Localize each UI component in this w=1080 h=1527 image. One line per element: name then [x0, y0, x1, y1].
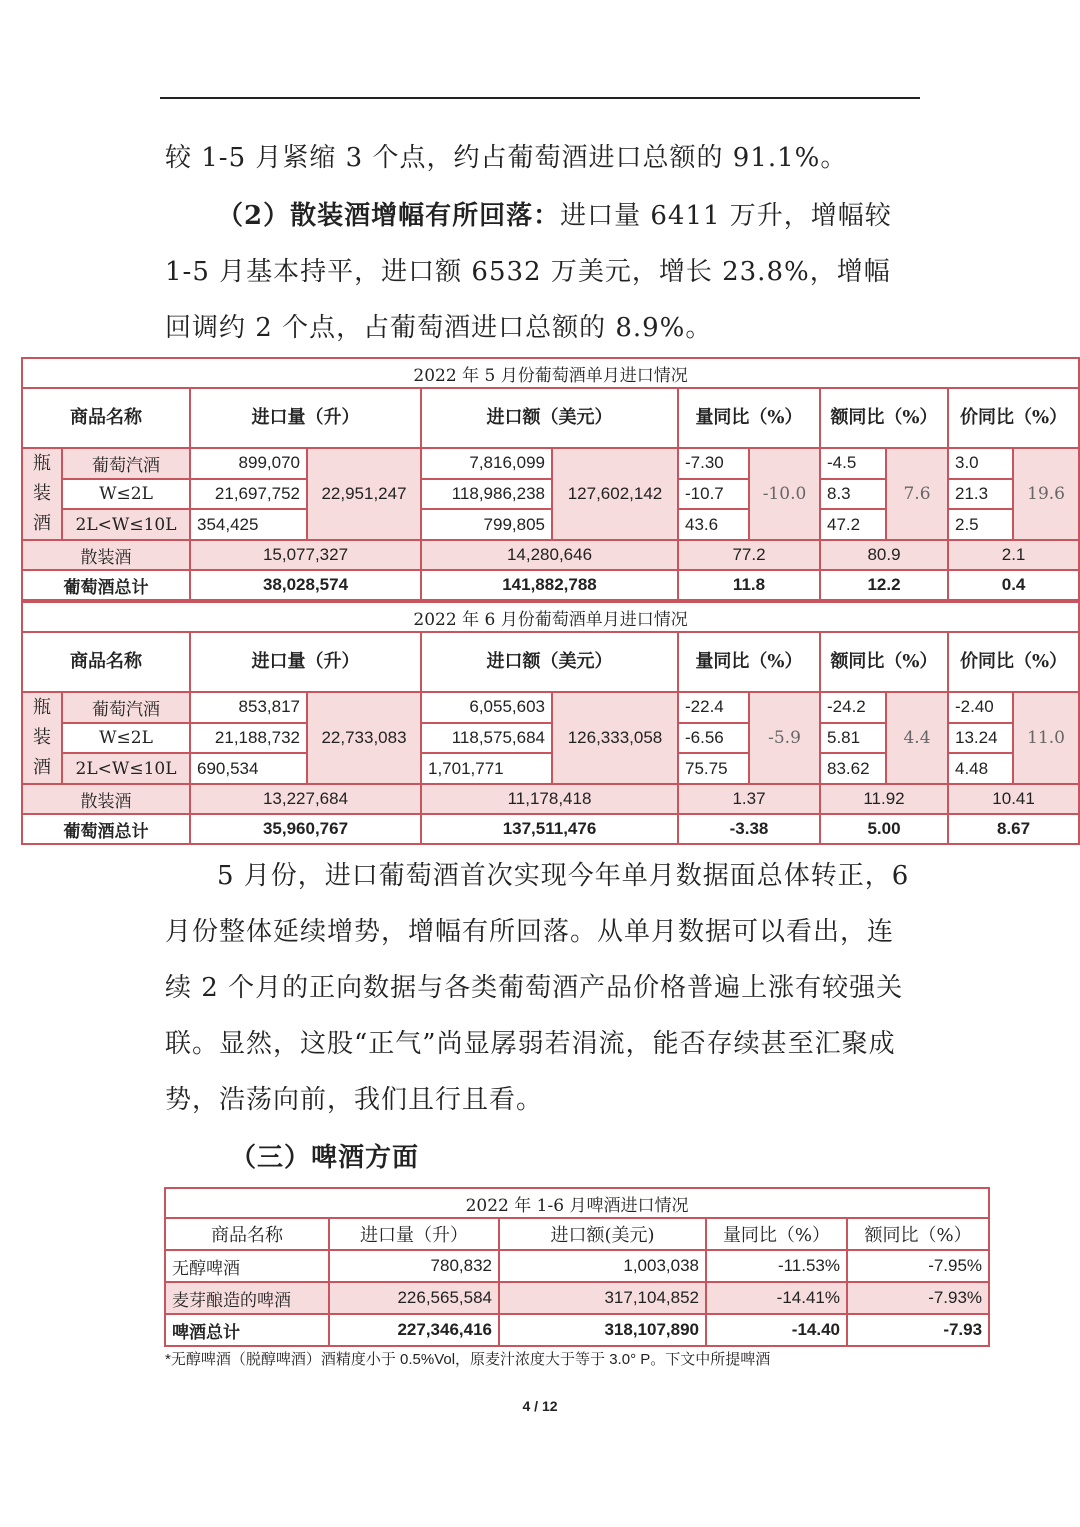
total-name: 葡萄酒总计	[22, 814, 190, 844]
total-volume: 227,346,416	[329, 1314, 499, 1346]
row-volume: 226,565,584	[329, 1282, 499, 1314]
wine-table-june	[21, 601, 1080, 845]
total-volume-yoy: 11.8	[678, 570, 820, 600]
row-volume-yoy: -10.7	[678, 479, 749, 510]
bulk-value: 11,178,418	[421, 784, 678, 814]
row-name: 葡萄汽酒	[62, 448, 190, 479]
bulk-value-yoy: 80.9	[820, 540, 948, 570]
total-volume-yoy: -3.38	[678, 814, 820, 844]
total-value: 141,882,788	[421, 570, 678, 600]
row-name: 2L<W≤10L	[62, 753, 190, 784]
row-value: 1,701,771	[421, 753, 552, 784]
total-price-yoy: 0.4	[948, 570, 1079, 600]
bottled-total-volume: 22,733,083	[307, 692, 421, 784]
total-value-yoy: -7.93	[847, 1314, 989, 1346]
bulk-name: 散装酒	[22, 540, 190, 570]
header-volume: 进口量（升）	[190, 632, 421, 692]
bulk-volume: 15,077,327	[190, 540, 421, 570]
total-name: 啤酒总计	[165, 1314, 329, 1346]
row-volume-yoy: -6.56	[678, 723, 749, 754]
row-name: W≤2L	[62, 479, 190, 510]
row-volume: 21,697,752	[190, 479, 307, 510]
bulk-name: 散装酒	[22, 784, 190, 814]
row-volume-yoy: -22.4	[678, 692, 749, 723]
row-value: 118,986,238	[421, 479, 552, 510]
bottled-total-volume-yoy: -10.0	[749, 448, 820, 540]
header-name: 商品名称	[22, 388, 190, 448]
total-value: 318,107,890	[499, 1314, 706, 1346]
row-value-yoy: 5.81	[820, 723, 886, 754]
row-price-yoy: 21.3	[948, 479, 1013, 510]
header-volume-yoy: 量同比（%）	[706, 1218, 847, 1250]
row-name: W≤2L	[62, 723, 190, 754]
row-volume: 780,832	[329, 1250, 499, 1282]
row-volume: 21,188,732	[190, 723, 307, 754]
row-volume-yoy: 43.6	[678, 509, 749, 540]
row-name: 2L<W≤10L	[62, 509, 190, 540]
header-price-yoy: 价同比（%）	[948, 632, 1079, 692]
table-caption: 2022 年 5 月份葡萄酒单月进口情况	[22, 358, 1079, 388]
row-value-yoy: -4.5	[820, 448, 886, 479]
row-volume-yoy: 75.75	[678, 753, 749, 784]
header-value-yoy: 额同比（%）	[847, 1218, 989, 1250]
total-volume-yoy: -14.40	[706, 1314, 847, 1346]
total-name: 葡萄酒总计	[22, 570, 190, 600]
bottled-total-value: 127,602,142	[552, 448, 678, 540]
row-price-yoy: 13.24	[948, 723, 1013, 754]
table-caption: 2022 年 1-6 月啤酒进口情况	[165, 1188, 989, 1218]
bottled-total-volume: 22,951,247	[307, 448, 421, 540]
header-value: 进口额（美元）	[421, 388, 678, 448]
row-value-yoy: 83.62	[820, 753, 886, 784]
total-volume: 35,960,767	[190, 814, 421, 844]
bottled-total-value: 126,333,058	[552, 692, 678, 784]
row-volume: 354,425	[190, 509, 307, 540]
paragraph-1: 较 1-5 月紧缩 3 个点，约占葡萄酒进口总额的 91.1%。	[165, 143, 848, 173]
header-value-yoy: 额同比（%）	[820, 632, 948, 692]
row-name: 葡萄汽酒	[62, 692, 190, 723]
bottled-total-value-yoy: 7.6	[886, 448, 948, 540]
row-price-yoy: -2.40	[948, 692, 1013, 723]
bottled-total-volume-yoy: -5.9	[749, 692, 820, 784]
table-caption: 2022 年 6 月份葡萄酒单月进口情况	[22, 602, 1079, 632]
header-volume-yoy: 量同比（%）	[678, 388, 820, 448]
row-value: 7,816,099	[421, 448, 552, 479]
row-value: 317,104,852	[499, 1282, 706, 1314]
total-value: 137,511,476	[421, 814, 678, 844]
bottled-label: 瓶装酒	[22, 448, 62, 540]
wine-table-may	[21, 357, 1080, 601]
bulk-volume-yoy: 77.2	[678, 540, 820, 570]
header-volume-yoy: 量同比（%）	[678, 632, 820, 692]
header-price-yoy: 价同比（%）	[948, 388, 1079, 448]
bulk-value: 14,280,646	[421, 540, 678, 570]
beer-table	[164, 1187, 990, 1347]
row-volume: 853,817	[190, 692, 307, 723]
row-volume: 690,534	[190, 753, 307, 784]
paragraph-2	[165, 188, 917, 356]
header-value: 进口额（美元）	[421, 632, 678, 692]
header-value-yoy: 额同比（%）	[820, 388, 948, 448]
page-number: 4 / 12	[522, 1398, 558, 1414]
row-value-yoy: -7.95%	[847, 1250, 989, 1282]
header-volume: 进口量（升）	[190, 388, 421, 448]
row-volume-yoy: -11.53%	[706, 1250, 847, 1282]
bulk-value-yoy: 11.92	[820, 784, 948, 814]
row-value-yoy: 8.3	[820, 479, 886, 510]
bottled-total-value-yoy: 4.4	[886, 692, 948, 784]
row-price-yoy: 2.5	[948, 509, 1013, 540]
section-heading: （三）啤酒方面	[230, 1143, 420, 1173]
bottled-total-price-yoy: 19.6	[1013, 448, 1079, 540]
bottled-total-price-yoy: 11.0	[1013, 692, 1079, 784]
paragraph-3: 5 月份，进口葡萄酒首次实现今年单月数据面总体转正，6 月份整体延续增势，增幅有所回落。从单月数据可以看出，连续 2 个月的正向数据与各类葡萄酒产品价格普遍上涨有较强关联。显然，这股“正气”尚显孱弱若涓流，能否存续甚至汇聚成势，浩荡向前，我们且行且看。	[165, 861, 910, 1115]
row-name: 麦芽酿造的啤酒	[165, 1282, 329, 1314]
header-name: 商品名称	[165, 1218, 329, 1250]
header-volume: 进口量（升）	[329, 1218, 499, 1250]
row-value-yoy: -7.93%	[847, 1282, 989, 1314]
header-rule	[160, 97, 920, 99]
row-volume: 899,070	[190, 448, 307, 479]
row-price-yoy: 3.0	[948, 448, 1013, 479]
row-price-yoy: 4.48	[948, 753, 1013, 784]
footnote: *无醇啤酒（脱醇啤酒）酒精度小于 0.5%Vol，原麦汁浓度大于等于 3.0° P。下文中所提啤酒	[165, 1351, 771, 1368]
total-price-yoy: 8.67	[948, 814, 1079, 844]
bulk-volume: 13,227,684	[190, 784, 421, 814]
row-value: 118,575,684	[421, 723, 552, 754]
total-volume: 38,028,574	[190, 570, 421, 600]
header-name: 商品名称	[22, 632, 190, 692]
paragraph-2-body: 进口量 6411 万升，增幅较 1-5 月基本持平，进口额 6532 万美元，增长 23.8%，增幅回调约 2 个点，占葡萄酒进口总额的 8.9%。	[165, 201, 892, 343]
row-volume-yoy: -7.30	[678, 448, 749, 479]
bottled-label: 瓶装酒	[22, 692, 62, 784]
row-volume-yoy: -14.41%	[706, 1282, 847, 1314]
row-value: 1,003,038	[499, 1250, 706, 1282]
paragraph-2-heading: （2）散装酒增幅有所回落：	[217, 201, 561, 231]
row-value: 6,055,603	[421, 692, 552, 723]
row-value-yoy: 47.2	[820, 509, 886, 540]
total-value-yoy: 5.00	[820, 814, 948, 844]
row-value-yoy: -24.2	[820, 692, 886, 723]
total-value-yoy: 12.2	[820, 570, 948, 600]
bulk-price-yoy: 2.1	[948, 540, 1079, 570]
bulk-volume-yoy: 1.37	[678, 784, 820, 814]
row-value: 799,805	[421, 509, 552, 540]
header-value: 进口额(美元)	[499, 1218, 706, 1250]
bulk-price-yoy: 10.41	[948, 784, 1079, 814]
row-name: 无醇啤酒	[165, 1250, 329, 1282]
